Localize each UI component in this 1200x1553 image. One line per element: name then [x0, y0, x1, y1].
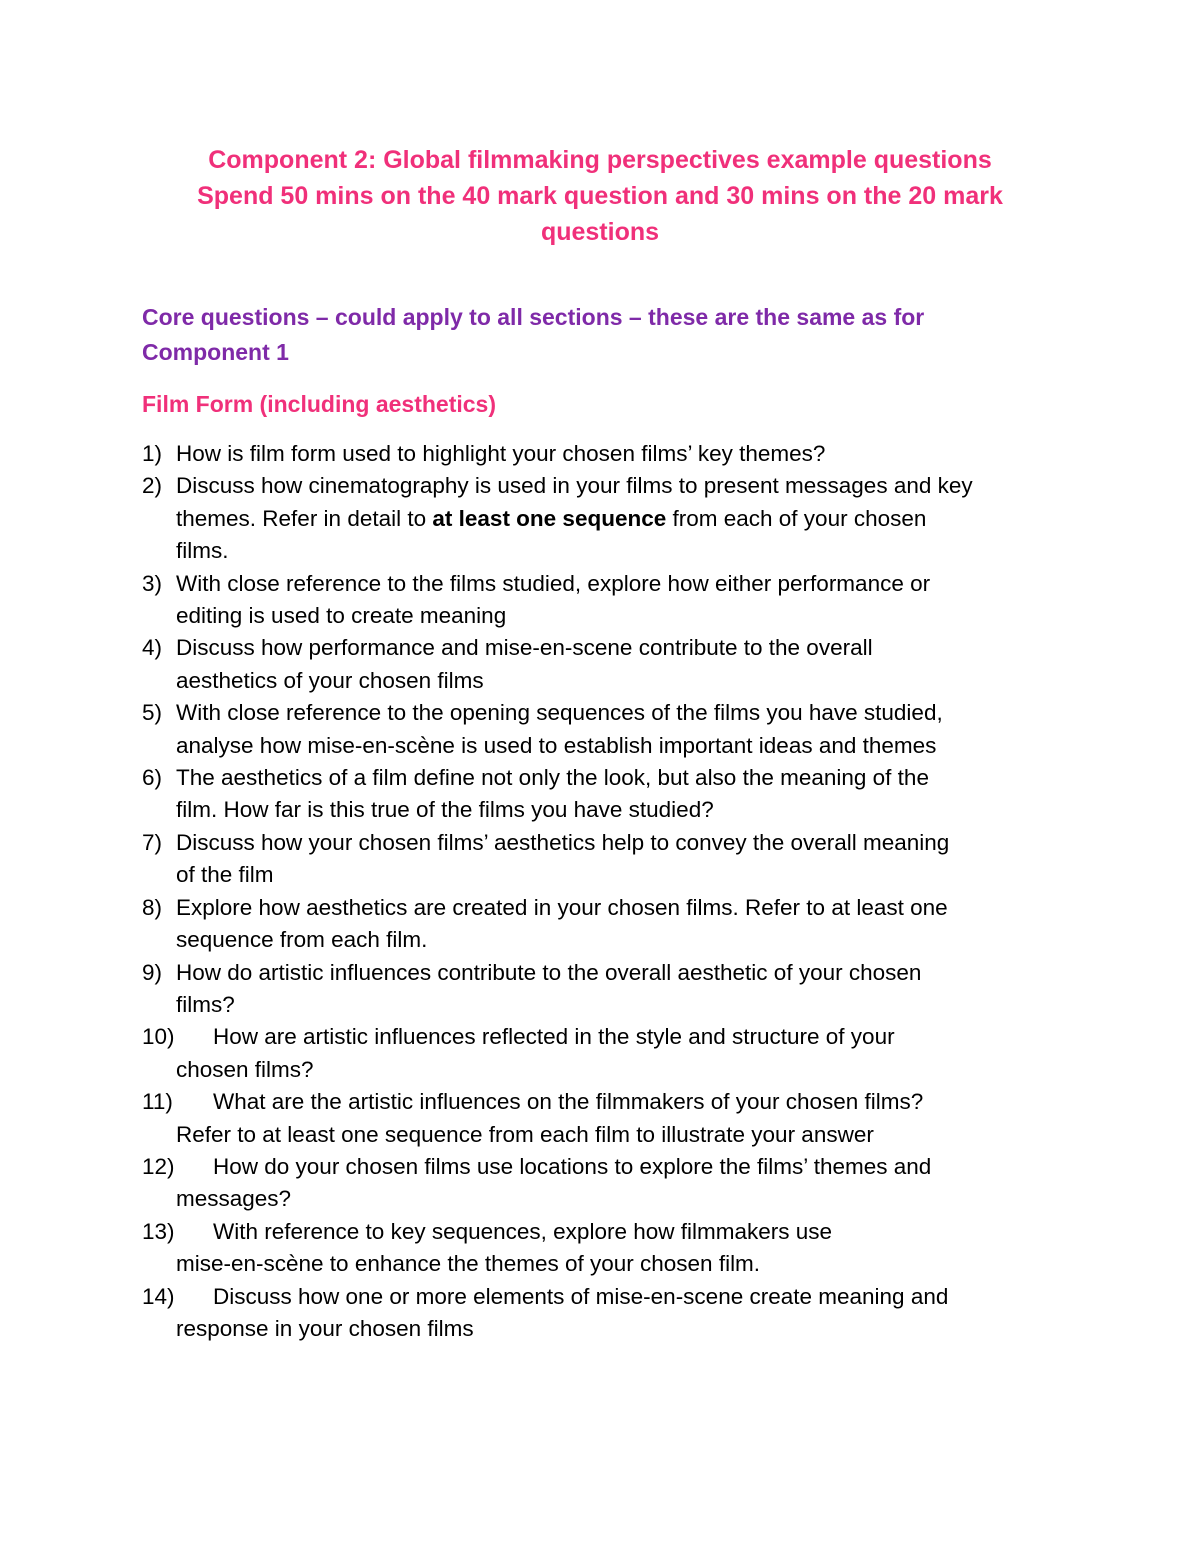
question-item [142, 827, 1082, 892]
question-line: With close reference to the films studied, explore how either performance or [176, 570, 931, 596]
question-text [176, 762, 1082, 827]
question-text [176, 632, 1082, 697]
question-item [142, 1151, 1082, 1216]
question-line: Refer to at least one sequence from each film to illustrate your answer [176, 1121, 874, 1147]
question-line: analyse how mise-en-scène is used to establish important ideas and themes [176, 732, 937, 758]
question-text [176, 1021, 1082, 1086]
question-text [176, 1151, 1082, 1216]
question-line: Explore how aesthetics are created in your chosen films. Refer to at least one [176, 894, 948, 920]
question-line-part: How do your chosen films use locations to explore the films’ themes and [213, 1153, 932, 1179]
question-line-part: What are the artistic influences on the filmmakers of your chosen films? [213, 1089, 924, 1115]
question-text [176, 697, 1082, 762]
question-line [176, 1086, 1082, 1118]
question-item [142, 632, 1082, 697]
question-text [176, 827, 1082, 892]
question-item [142, 568, 1082, 633]
question-line: mise-en-scène to enhance the themes of your chosen film. [176, 1251, 761, 1277]
question-text [176, 1281, 1082, 1346]
question-item [142, 1216, 1082, 1281]
question-line: The aesthetics of a film define not only the look, but also the meaning of the [176, 765, 929, 791]
question-text [176, 1216, 1082, 1281]
title-line-1: Component 2: Global filmmaking perspectives example questions [208, 146, 992, 174]
question-number: 2) [142, 473, 163, 499]
question-item [142, 892, 1082, 957]
question-item [142, 1281, 1082, 1346]
question-number: 5) [142, 700, 163, 726]
question-number: 6) [142, 765, 163, 791]
question-line: films? [176, 991, 235, 1017]
question-number: 7) [142, 829, 163, 855]
question-line: How do artistic influences contribute to the overall aesthetic of your chosen [176, 959, 922, 985]
question-line [176, 1151, 1082, 1183]
core-heading-line-2: Component 1 [142, 339, 289, 365]
question-item [142, 762, 1082, 827]
question-line: sequence from each film. [176, 927, 428, 953]
question-line-part: With reference to key sequences, explore how filmmakers use [213, 1218, 833, 1244]
question-line [176, 1216, 1082, 1248]
question-line [176, 1021, 1082, 1053]
question-line-part: How are artistic influences reflected in the style and structure of your [213, 1024, 895, 1050]
question-item [142, 957, 1082, 1022]
question-text [176, 568, 1082, 633]
question-line: messages? [176, 1186, 292, 1212]
question-text [176, 957, 1082, 1022]
question-number: 1) [142, 441, 163, 466]
question-line-part: Discuss how one or more elements of mise-en-scene create meaning and [213, 1283, 949, 1309]
question-line [176, 1281, 1082, 1313]
question-line-part: themes. Refer in detail to [176, 505, 433, 531]
emphasis-text: at least one sequence [432, 505, 667, 531]
document-title [150, 142, 1050, 250]
question-line: With close reference to the opening sequences of the films you have studied, [176, 700, 943, 726]
question-number: 14) [142, 1283, 175, 1309]
title-line-2: Spend 50 mins on the 40 mark question and 30 mins on the 20 mark [197, 182, 1003, 210]
question-item [142, 697, 1082, 762]
question-line: editing is used to create meaning [176, 603, 507, 629]
question-line: films. [176, 538, 229, 564]
question-text [176, 470, 1082, 567]
question-list [142, 438, 1082, 1345]
question-line: response in your chosen films [176, 1315, 474, 1341]
question-number: 10) [142, 1024, 175, 1050]
question-item [142, 470, 1082, 567]
question-line: of the film [176, 862, 274, 888]
question-number: 3) [142, 570, 163, 596]
question-item [142, 438, 1082, 470]
question-number: 11) [142, 1089, 173, 1115]
question-number: 12) [142, 1153, 175, 1179]
question-line: Discuss how performance and mise-en-scene contribute to the overall [176, 635, 873, 661]
question-line: aesthetics of your chosen films [176, 667, 484, 693]
section-heading: Film Form (including aesthetics) [142, 391, 496, 417]
question-number: 13) [142, 1218, 175, 1244]
question-line [176, 503, 1082, 535]
question-line: Discuss how your chosen films’ aesthetics help to convey the overall meaning [176, 829, 950, 855]
question-item [142, 1021, 1082, 1086]
title-line-3: questions [540, 218, 660, 246]
core-questions-heading [142, 300, 1042, 370]
question-number: 8) [142, 894, 163, 920]
question-line: film. How far is this true of the films you have studied? [176, 797, 714, 823]
question-number: 4) [142, 635, 163, 661]
question-number: 9) [142, 959, 163, 985]
question-line: How is film form used to highlight your chosen films’ key themes? [176, 441, 826, 466]
question-text [176, 892, 1082, 957]
question-line: Discuss how cinematography is used in your films to present messages and key [176, 473, 973, 499]
core-heading-line-1: Core questions – could apply to all sections – these are the same as for [142, 304, 925, 330]
question-line: chosen films? [176, 1056, 314, 1082]
question-line-part: from each of your chosen [666, 505, 927, 531]
question-text [176, 438, 1082, 470]
question-item [142, 1086, 1082, 1151]
question-text [176, 1086, 1082, 1151]
